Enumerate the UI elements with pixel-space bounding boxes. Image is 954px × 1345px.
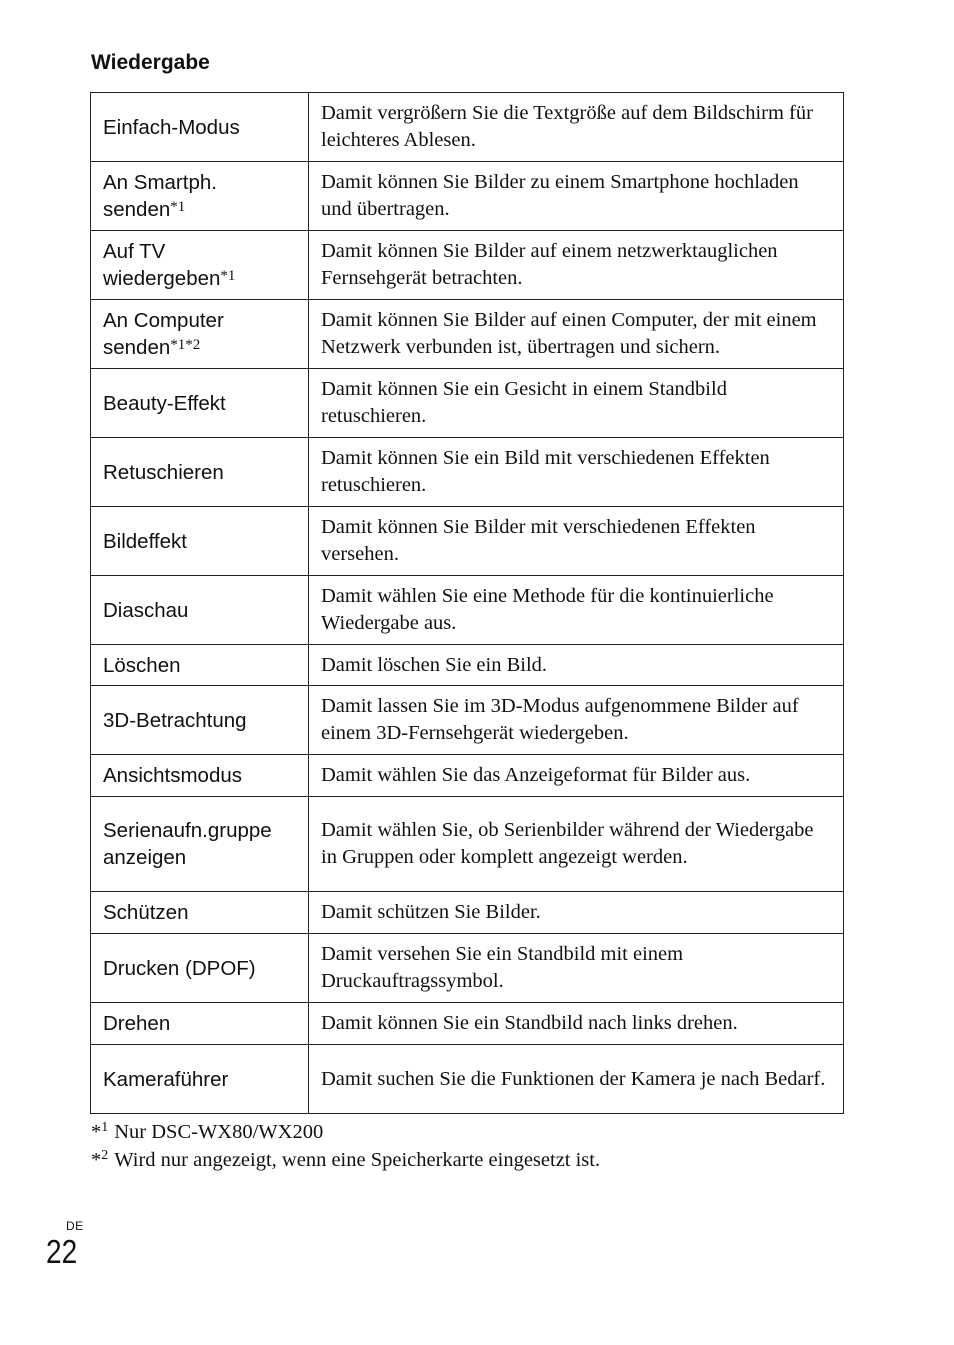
footnote-text: Nur DSC-WX80/WX200 xyxy=(114,1121,324,1143)
menu-item-description: Damit können Sie Bilder auf einem netzwerktauglichen Fernsehgerät betrachten. xyxy=(309,231,844,300)
menu-item-label: Beauty-Effekt xyxy=(103,391,226,415)
menu-item-name xyxy=(91,162,309,231)
menu-item-description: Damit wählen Sie eine Methode für die kontinuierliche Wiedergabe aus. xyxy=(309,576,844,645)
footnotes xyxy=(91,1118,600,1174)
menu-item-label: Serienaufn.gruppe anzeigen xyxy=(103,819,272,869)
menu-item-label: Retuschieren xyxy=(103,460,224,484)
menu-item-name xyxy=(91,369,309,438)
section-title: Wiedergabe xyxy=(91,51,210,74)
footnote-reference: *1 xyxy=(220,268,236,284)
menu-table xyxy=(90,92,844,1114)
footnote-text: Wird nur angezeigt, wenn eine Speicherkarte eingesetzt ist. xyxy=(114,1149,601,1171)
footnote xyxy=(91,1146,600,1174)
table-row xyxy=(91,507,844,576)
menu-item-name xyxy=(91,1003,309,1045)
menu-item-label: Schützen xyxy=(103,901,189,924)
page-number: 22 xyxy=(46,1233,78,1270)
table-row xyxy=(91,1003,844,1045)
menu-item-description: Damit können Sie ein Standbild nach links drehen. xyxy=(309,1003,844,1045)
menu-item-label: Auf TV wiedergeben xyxy=(103,240,221,290)
table-row xyxy=(91,93,844,162)
menu-item-description: Damit löschen Sie ein Bild. xyxy=(309,645,844,686)
menu-item-name xyxy=(91,507,309,576)
menu-item-label: Einfach-Modus xyxy=(103,115,240,139)
footnote-mark: *$^2$ xyxy=(91,1148,109,1171)
table-row xyxy=(91,369,844,438)
menu-item-description: Damit können Sie Bilder mit verschiedenen Effekten versehen. xyxy=(309,507,844,576)
menu-item-label: Bildeffekt xyxy=(103,529,187,553)
menu-item-description: Damit können Sie Bilder auf einen Computer, der mit einem Netzwerk verbunden ist, übertragen und sichern. xyxy=(309,300,844,369)
menu-item-description: Damit können Sie ein Bild mit verschiedenen Effekten retuschieren. xyxy=(309,438,844,507)
menu-item-name xyxy=(91,231,309,300)
menu-item-name xyxy=(91,93,309,162)
menu-item-description: Damit schützen Sie Bilder. xyxy=(309,892,844,934)
menu-item-name xyxy=(91,1045,309,1114)
menu-item-name xyxy=(91,438,309,507)
footnote-reference: *1*2 xyxy=(170,337,201,353)
menu-item-name xyxy=(91,797,309,892)
menu-item-description: Damit vergrößern Sie die Textgröße auf dem Bildschirm für leichteres Ablesen. xyxy=(309,93,844,162)
menu-item-label: Drehen xyxy=(103,1012,171,1035)
menu-item-name xyxy=(91,755,309,797)
footnote-reference: *1 xyxy=(170,199,186,215)
menu-item-description: Damit wählen Sie, ob Serienbilder während der Wiedergabe in Gruppen oder komplett angezeigt werden. xyxy=(309,797,844,892)
table-row xyxy=(91,162,844,231)
table-row xyxy=(91,686,844,755)
menu-item-label: Drucken (DPOF) xyxy=(103,956,256,980)
table-row xyxy=(91,576,844,645)
menu-item-label: Ansichtsmodus xyxy=(103,764,243,787)
menu-item-name xyxy=(91,934,309,1003)
menu-item-label: An Computer senden xyxy=(103,309,224,359)
menu-item-description: Damit können Sie Bilder zu einem Smartphone hochladen und übertragen. xyxy=(309,162,844,231)
table-row xyxy=(91,438,844,507)
menu-item-description: Damit können Sie ein Gesicht in einem Standbild retuschieren. xyxy=(309,369,844,438)
table-row xyxy=(91,892,844,934)
table-row xyxy=(91,1045,844,1114)
menu-item-description: Damit lassen Sie im 3D-Modus aufgenommene Bilder auf einem 3D-Fernsehgerät wiedergeben. xyxy=(309,686,844,755)
menu-item-description: Damit versehen Sie ein Standbild mit einem Druckauftragssymbol. xyxy=(309,934,844,1003)
table-row xyxy=(91,231,844,300)
table-row xyxy=(91,934,844,1003)
table-row xyxy=(91,645,844,686)
table-row xyxy=(91,797,844,892)
menu-item-label: 3D-Betrachtung xyxy=(103,708,247,732)
menu-item-name xyxy=(91,645,309,686)
menu-item-description: Damit suchen Sie die Funktionen der Kamera je nach Bedarf. xyxy=(309,1045,844,1114)
menu-item-name xyxy=(91,300,309,369)
menu-item-description: Damit wählen Sie das Anzeigeformat für Bilder aus. xyxy=(309,755,844,797)
menu-item-label: Löschen xyxy=(103,653,181,677)
table-row xyxy=(91,755,844,797)
menu-item-name xyxy=(91,576,309,645)
menu-item-label: An Smartph. senden xyxy=(103,171,217,221)
menu-item-label: Kameraführer xyxy=(103,1067,229,1091)
menu-item-name xyxy=(91,686,309,755)
footnote xyxy=(91,1118,600,1146)
language-code: DE xyxy=(66,1219,84,1233)
footnote-mark: *$^1$ xyxy=(91,1120,109,1143)
menu-item-name xyxy=(91,892,309,934)
menu-item-label: Diaschau xyxy=(103,598,189,622)
table-row xyxy=(91,300,844,369)
